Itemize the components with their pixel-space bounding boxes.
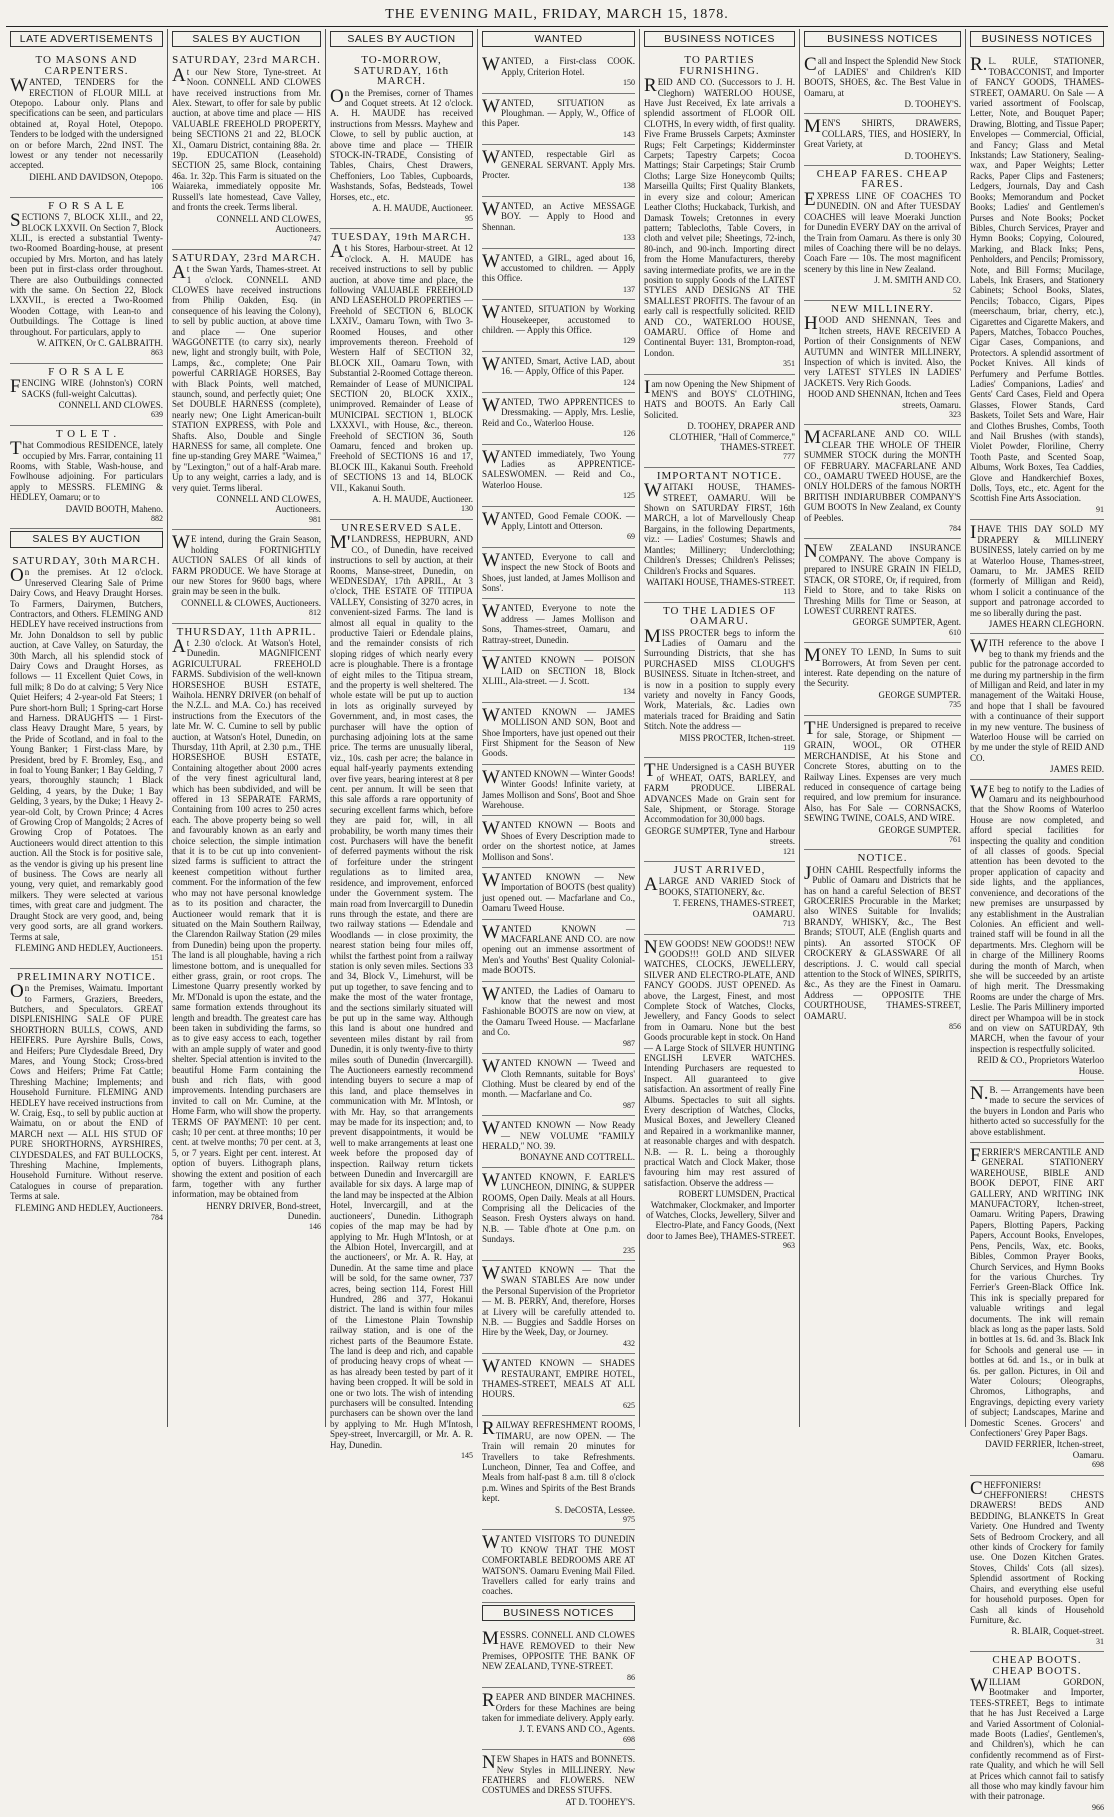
column-7-ad (970, 1143, 1104, 1476)
ad-signature: DIEHL AND DAVIDSON, Otepopo. (29, 171, 163, 182)
ad-number: 761 (949, 835, 961, 845)
ad-signature: CONNELL AND CLOWES, Auctioneers. (216, 213, 321, 234)
ad-body: REID AND CO. (Successors to J. H. Cleghorn) WATERLOO HOUSE, Have Just Received, Ex late arrivals a splendid assortment of FLOOR OIL CLOTHS, In every width, of first quality. Five Frame Brussels Carpets; Axminster Rugs; Felt Carpetings; Kidderminster Carpets; Tapestry Carpets; Cocoa Mattings; Stair Carpetings; Stair Crumb Cloths; Large Size Honeycomb Quilts; Marseilla Quilts; First Quality Blankets, in every size and colour; American Leather Cloths; Huckaback, Turkish, and Damask Towels; Cretonnes in every pattern; Tablecloths, Table Covers, in cloth and velvet pile; Sheetings, 72-inch, 80-inch, and 90-inch. Importing direct from the Home Manufacturers, thereby saving intermediate profits, we are in the position to supply Goods of the LATEST STYLES AND DESIGNS AT THE SMALLEST PROFITS. The favour of an early call is respectfully solicited. REID AND CO., WATERLOO HOUSE, OAMARU. Office of Home and Continental Buyer: 131, Brompton-road, London. (644, 75, 795, 358)
ad-body: THE Undersigned is prepared to receive for sale, Storage, or Shipment — GRAIN, WOOL, OR OTHER MERCHANDISE, At his Stone and Concrete Stores, abutting on to the Railway Lines. Expenses are very much reduced in consequence of cartage being required, and low premium for insurance. Also, has For Sale — CORNSACKS, SEWING TWINE, COALS, AND WIRE. (804, 717, 961, 824)
ad-title: T O L E T . (55, 427, 118, 440)
column-7-ad (970, 634, 1104, 779)
column-1 (6, 29, 168, 1427)
column-4 (478, 29, 640, 1807)
column-6-ad (804, 52, 961, 114)
ad-title: TO-MORROW, SATURDAY, 16th MARCH. (353, 54, 450, 88)
ad-body: WANTED KNOWN — Boots and Shoes of Every Description made to order on the shortest notice, at James Mollison and Sons'. (482, 818, 635, 862)
ad-number: 625 (623, 1400, 635, 1410)
ad-title: SATURDAY, 30th MARCH. (12, 554, 161, 567)
ad-body: WANTED KNOWN — JAMES MOLLISON AND SON, Boot and Shoe Importers, have just opened out their First Shipment for the Season of New Goods. (482, 704, 635, 759)
ad-body: WANTED KNOWN — POISON LAID on SECTION 18, Block XLIII., Ala-street. — J. Scott. (482, 653, 635, 686)
ad-number: 137 (623, 284, 635, 294)
ad-title: TO THE LADIES OF OAMARU. (662, 604, 777, 628)
column-7-ad (970, 780, 1104, 1081)
ad-title: TUESDAY, 19th MARCH. (331, 230, 472, 243)
column-4-b-ad (482, 1750, 635, 1811)
ad-number: 812 (309, 608, 321, 618)
column-6-ad (804, 301, 961, 425)
ad-body: At the Swan Yards, Thames-street. At 1 o'clock. CONNELL AND CLOWES have received instructions from Philip Oakden, Esq. (in consequence of his leaving the Colony), to sell by public auction, at above time and place — One superior WAGGONETTE (to carry six), nearly new, light and strongly built, with Pole, Lamps, &c., complete; One Pair powerful CARRIAGE HORSES, Bay with Black Points, well matched, staunch, sound, and perfectly quiet; One Set DOUBLE HARNESS (complete), nearly new; One Light American-built STATION EXPRESS, with Pole and Shafts. Also, Double and Single HARNESS for same, all complete. One fine up-standing Grey MARE "Waimea," by "Lexington," out of a half-Arab mare. Up to any weight, carries a lady, and is very quiet. Terms liberal. (172, 262, 321, 493)
ad-number: 69 (627, 532, 635, 542)
column-2-ad (172, 530, 321, 623)
ad-body: WANTED, SITUATION as Ploughman. — Apply, W., Office of this Paper. (482, 95, 635, 129)
ad-body: WANTED, TENDERS for the ERECTION of FLOUR MILL at Otepopo. Labour only. Plans and specifications can be seen, and particulars obtained at, Royal Hotel, Otepopo. Tenders to be lodged with the undersigned on or before March, 22nd INST. The lowest or any tender not necessarily accepted. (10, 75, 163, 171)
ad-body: WANTED KNOWN — SHADES RESTAURANT, EMPIRE HOTEL, THAMES-STREET, MEALS AT ALL HOURS. (482, 1356, 635, 1400)
column-4-ad (482, 197, 635, 249)
column-4-ad (482, 94, 635, 146)
section-header: LATE ADVERTISEMENTS (10, 31, 163, 47)
ad-title: SATURDAY, 23rd MARCH. (172, 54, 321, 67)
ad-signature: GEORGE SUMPTER, Agent. (852, 617, 961, 628)
column-2-ad (172, 624, 321, 1237)
ad-body: WANTED immediately, Two Young Ladies as APPRENTICE-SALESWOMEN. — Reid and Co., Waterloo House. (482, 446, 635, 490)
ad-number: 86 (627, 1672, 635, 1682)
ad-body: FENCING WIRE (Johnston's) CORN SACKS (full-weight Calcuttas). (10, 376, 163, 399)
column-4-ad (482, 1354, 635, 1416)
column-4-b-ad (482, 1688, 635, 1750)
ad-body: SECTIONS 7, BLOCK XLII., and 22, BLOCK LXXVII. On Section 7, Block XLII., is erected a substantial Twenty-two-Roomed Boarding-house, at present occupied by Mrs. Morton, and has lately been put in first-class order throughout. There are also Outbuildings connected with the same. On Section 22, Block LXXVII., is erected a Two-Roomed Wooden Cottage, with Lean-to and Outbuildings. The Cottage is lined throughout. For particulars, apply to (10, 210, 163, 337)
section-header: WANTED (482, 31, 635, 47)
ad-number: 146 (309, 1221, 321, 1231)
column-1-ad (10, 198, 163, 364)
ad-signature: W. AITKEN, Or C. GALBRAITH. (36, 337, 163, 348)
ad-signature: D. TOOHEY, DRAPER AND CLOTHIER, "Hall of Commerce," THAMES-STREET. (669, 421, 795, 453)
ad-number: 963 (783, 1241, 795, 1251)
column-4-ad (482, 1416, 635, 1530)
ad-number: 777 (783, 452, 795, 462)
ad-body: WANTED, a First-class COOK. Apply, Criterion Hotel. (482, 54, 635, 77)
ad-title: NEW MILLINERY. (831, 302, 934, 315)
column-7-ad (970, 1081, 1104, 1143)
ad-body: At our New Store, Tyne-street. At Noon. CONNELL AND CLOWES have received instructions from Mr. Alex. Stewart, to offer for sale by public auction, at above time and place — HIS VALUABLE FREEHOLD PROPERTY, being SECTIONS 21 and 22, BLOCK XI., Oamaru District, containing 88a. 2r. 19p. EDUCATION (Leasehold) SECTION 25, same Block, containing 46a. 1r. 32p. This Farm is situated on the Waiareka, immediately opposite Mr. Russell's late homestead, Cave Valley, and fronts the creek. Terms liberal. (172, 64, 321, 213)
column-7-ad (970, 52, 1104, 520)
ad-number: 150 (623, 78, 635, 88)
ad-number: 138 (623, 181, 635, 191)
ad-number: 52 (953, 285, 961, 295)
ad-number: 639 (151, 410, 163, 420)
column-4-ad (482, 765, 635, 817)
ad-body: WANTED, Everyone to note the address — James Mollison and Sons, Thames-street, Oamaru, and Rattray-street, Dunedin. (482, 601, 635, 645)
column-5-ad (644, 603, 795, 759)
column-1-ad (10, 426, 163, 530)
column-5-ad (644, 52, 795, 374)
ad-body: MONEY TO LEND, In Sums to suit Borrowers, At from Seven per cent. interest. Rate depending on the nature of the Security. (804, 645, 961, 689)
ad-number: 121 (783, 846, 795, 856)
column-4-ad (482, 445, 635, 507)
ad-body: MEN'S SHIRTS, DRAWERS, COLLARS, TIES, and HOSIERY, In Great Variety, at (804, 116, 961, 150)
ad-signature: R. BLAIR, Coquet-street. (1011, 1626, 1104, 1637)
ad-number: 95 (465, 213, 473, 223)
column-7 (966, 29, 1108, 1812)
ad-signature: CONNELL & CLOWES, Auctioneers. (181, 597, 321, 608)
section-header: SALES BY AUCTION (172, 31, 321, 47)
ad-body: NEW ZEALAND INSURANCE COMPANY. The above Company is prepared to INSURE GRAIN IN FIELD, STACK, OR STORE, Or, if required, from Field to Store, and to take Risks on Threshing Mills for Time or Season, at LOWEST CURRENT RATES. (804, 541, 961, 616)
ad-body: REAPER AND BINDER MACHINES. Orders for these Machines are being taken for immediate delivery. Apply early. (482, 1690, 635, 1724)
ad-signature: GEORGE SUMPTER, Tyne and Harbour streets. (645, 825, 795, 847)
ad-number: 31 (1096, 1636, 1104, 1646)
column-4-ad (482, 1530, 635, 1602)
ad-number: 351 (783, 359, 795, 369)
ad-body: WANTED, a GIRL, aged about 16, accustomed to children. — Apply this Office. (482, 250, 635, 284)
column-5-ad (644, 862, 795, 934)
ad-number: 129 (623, 336, 635, 346)
ad-number: 145 (461, 1451, 473, 1461)
ad-body: WANTED VISITORS TO DUNEDIN TO KNOW THAT THE MOST COMFORTABLE BEDROOMS ARE AT WATSON'S. Oamaru Evening Mail Filed. Travellers called for early trains and coaches. (482, 1532, 635, 1597)
ad-title: NOTICE. (857, 852, 908, 865)
ad-signature: JAMES HEARN CLEGHORN. (988, 618, 1104, 629)
ad-signature: J. T. EVANS AND CO., Agents. (518, 1724, 635, 1735)
ad-signature: S. DeCOSTA, Lessee. (554, 1504, 635, 1515)
ad-body: WANTED, respectable Girl as GENERAL SERVANT. Apply Mrs. Procter. (482, 147, 635, 181)
ad-number: 987 (623, 1100, 635, 1110)
column-6 (800, 29, 966, 1427)
ad-title: PRELIMINARY NOTICE. (17, 970, 156, 983)
ad-title: SATURDAY, 23rd MARCH. (172, 251, 321, 264)
ad-body: WANTED, an Active MESSAGE BOY. — Apply to Hood and Shennan. (482, 198, 635, 232)
column-4-ad (482, 1054, 635, 1116)
ad-number: 151 (151, 953, 163, 963)
column-4-ad (482, 352, 635, 393)
column-4-ad (482, 52, 635, 93)
ad-number: 91 (1096, 504, 1104, 514)
ad-number: 987 (623, 1038, 635, 1048)
ad-body: WANTED KNOWN — New Importation of BOOTS (best quality) just opened out. — Macfarlane and Co., Oamaru Tweed House. (482, 870, 635, 914)
ad-signature: HENRY DRIVER, Bond-street, Dunedin. (206, 1200, 321, 1222)
column-5 (640, 29, 800, 1427)
ad-number: 863 (151, 348, 163, 358)
ad-body: At his Stores, Harbour-street. At 12 o'clock. A. H. MAUDE has received instructions to sell by public auction, at above time and place, the following VALUABLE FREEHOLD AND LEASEHOLD PROPERTIES — Freehold of SECTION 6, BLOCK LXXIV., Oamaru Town, with Two 3-Roomed Houses, and other improvements thereon. Freehold of Western Half of SECTION 32, BLOCK XII., Oamaru Town, with Substantial 2-Roomed Cottage thereon. Remainder of Lease of MUNICIPAL SECTION 20, BLOCK XXIX., unimproved. Remainder of Lease of MUNICIPAL SECTION 1, BLOCK LXXXVI., with House, &c., thereon. Freehold of SECTION 36, South Oamaru, fenced and broken up. Freehold of SECTIONS 16 and 17, BLOCK III., Kakanui South. Freehold of SECTIONS 13 and 14, BLOCK VII., Kakanui South. (330, 241, 473, 493)
ad-title: CHEAP BOOTS. CHEAP BOOTS. (992, 1654, 1082, 1677)
ad-body: On the Premises, corner of Thames and Coquet streets. At 12 o'clock. A. H. MAUDE has received instructions from Messrs. Mayhew and Clowe, to sell by public auction, at above time and place — THEIR STOCK-IN-TRADE, Consisting of Tables, Chairs, Chest Drawers, Cheffoniers, Loo Tables, Cupboards, Washstands, Sofas, Bedsteads, Towel Horses, etc., etc. (330, 85, 473, 202)
ad-signature: WAITAKI HOUSE, THAMES-STREET. (646, 576, 795, 587)
column-4-ad (482, 982, 635, 1054)
masthead (6, 4, 1108, 27)
ad-body: WANTED KNOWN, F. EARLE'S LUNCHEON, DINING, & SUPPER ROOMS, Open Daily. Meals at all Hours. Comprising all the Delicacies of the Season. Fresh Oysters always on hand. N.B. — Table d'hote at One p.m. on Sundays. (482, 1169, 635, 1245)
ad-body: THE Undersigned is a CASH BUYER of WHEAT, OATS, BARLEY, and FARM PRODUCE. LIBERAL ADVANCES Made on Grain sent for Sale, Shipment, or Storage. Storage Accommodation for 30,000 bags. (644, 760, 795, 825)
ad-number: 784 (949, 524, 961, 534)
ad-body: NEW Shapes in HATS and BONNETS. New Styles in MILLINERY. New FEATHERS and FLOWERS. NEW COSTUMES and DRESS STUFFS. (482, 1752, 635, 1796)
section-header: BUSINESS NOTICES (970, 31, 1104, 47)
ad-body: HOOD AND SHENNAN, Tees and Itchen streets, HAVE RECEIVED A Portion of their Consignments of NEW AUTUMN and WINTER MILLINERY, Inspection of which is invited. Also, the very LATEST STYLES IN LADIES' JACKETS. Very Rich Goods. (804, 313, 961, 388)
ad-body: Call and Inspect the Splendid New Stock of LADIES' and Children's KID BOOTS, SHOES, &c. The Best Value in Oamaru, at (804, 54, 961, 98)
ad-body: On the Premises, Waimatu. Important to Farmers, Graziers, Breeders, Butchers, and Speculators. GREAT DISPLENISHING SALE OF PURE SHORTHORN BULLS, COWS, AND HEIFERS. Pure Ayrshire Bulls, Cows, and Heifers; Pure Clydesdale Breed, Dry Mares, and Young Stock; Cross-bred Cows and Heifers; Prime Fat Cattle; Threshing Machine; Implements; and Household Furniture. FLEMING AND HEDLEY have received instructions from W. Craig, Esq., to sell by public auction at Waimatu, on or about the END of MARCH next — ALL HIS STUD OF PURE SHORTHORNS, AYRSHIRES, CLYDESDALES, and FAT BULLOCKS, Threshing Machine, Implements, Household Furniture. Without reserve. Catalogues in course of preparation. Terms at sale. (10, 981, 163, 1202)
column-4-ad (482, 393, 635, 445)
ad-body: Iam now Opening the New Shipment of MEN'S and BOYS' CLOTHING, HATS and BOOTS. An Early Call Solicited. (644, 376, 795, 420)
ad-signature: HOOD AND SHENNAN, Itchen and Tees streets, Oamaru. (807, 389, 961, 410)
ad-title: UNRESERVED SALE. (341, 521, 462, 534)
ad-number: 981 (309, 514, 321, 524)
ad-body: MESSRS. CONNELL AND CLOWES HAVE REMOVED to their New Premises, OPPOSITE THE BANK OF NEW ZEALAND, TYNE-STREET. (482, 1628, 635, 1672)
ad-signature: CONNELL AND CLOWES. (58, 400, 163, 410)
section-header: BUSINESS NOTICES (804, 31, 961, 47)
column-3-ad (330, 520, 473, 1466)
section-header: BUSINESS NOTICES (482, 1605, 635, 1621)
column-4-ad (482, 703, 635, 765)
ad-signature: JAMES REID. (1049, 764, 1104, 775)
ad-number: 856 (949, 1021, 961, 1031)
ad-body: That Commodious RESIDENCE, lately occupied by Mrs. Farrar, containing 11 Rooms, with Stable, Wash-house, and Fowlhouse adjoining. For particulars apply to MESSRS. FLEMING & HEDLEY, Oamaru; or to (10, 438, 163, 503)
ad-body: RAILWAY REFRESHMENT ROOMS, TIMARU, are now OPEN. — The Train will remain 20 minutes for Travellers to take Refreshments. Luncheon, Dinner, Tea and Coffee, and Meals from half-past 8 a.m. till 8 o'clock p.m. Wines and Spirits of the Best Brands kept. (482, 1418, 635, 1504)
column-4-ad (482, 599, 635, 651)
column-6-ad (804, 850, 961, 1036)
ad-title: JUST ARRIVED, (673, 864, 766, 877)
section-header: SALES BY AUCTION (10, 531, 163, 547)
column-7-ad (970, 520, 1104, 634)
column-2-ad (172, 250, 321, 531)
ad-body: M'LANDRESS, HEPBURN, AND CO., of Dunedin, have received instructions to sell by auction, at their Rooms, Manse-street, Dunedin, on WEDNESDAY, 17th APRIL, At 3 o'clock, THE ESTATE OF TITIPUA VALLEY, Consisting of 3270 acres, in convenient-sized Farms. The land is almost all equal in quality to the productive Taieri or Edendale plains, and the remainder consists of rich sloping ridges of which nearly every acre is ploughable. There is a frontage of eight miles to the Titipua stream, and the property is well sheltered. The whole estate will be put up to auction in lots as originally surveyed by Government, and, in most cases, the purchaser will have the option of purchasing adjoining lots at the same price. The terms are unusually liberal, viz., 10s. cash per acre; the balance in equal half-yearly payments extending over five years, bearing interest at 8 per cent. per annum. It will be seen that this sale affords a rare opportunity of securing excellent farms which, before they are paid for, will, in all probability, be worth many times their cost. Purchasers will have the benefit of deferred payments without the risk of forfeiture under the stringent regulations as to limited area, residence, and improvement, enforced under the Government system. The main road from Invercargill to Dunedin runs through the estate, and there are two railway stations — Edendale and Woodlands — in close proximity, the nearest station being four miles off, whilst the farthest point from a railway station is only seven miles. Sections 33 and 34, Block V., Limehurst, will be put up together, to save fencing and to make the most of the water frontage, and the sections similarly situated will be put up in the same way. Although this land is about one hundred and seventeen miles distant by rail from Dunedin, it is only twenty-five to thirty miles south of Dunedin (Invercargill). The Auctioneers earnestly recommend intending buyers to secure a map of this land, and place themselves in communication with Mr. M'Intosh, or with Mr. Hay, so that arrangements may be made for its inspection; and, to prevent disappointments, it would be well to make arrangements at least one week before the proposed day of inspection. Railway return tickets between Dunedin and Invercargill are available for six days. A large map of the land may be inspected at the Albion Hotel, Invercargill, and at the auctioneers', Dunedin. Lithograph copies of the map may be had by applying to Mr. Hugh M'Intosh, or at the Albion Hotel, Invercargill, and at the auctioneers', or Mr. A. R. Hay, at Dunedin. At the same time and place will be sold, for the same owner, 737 acres, being section 114, Forest Hill Hundred, 286 and 377, Hokanui district. The land is within four miles of the Limestone Plain Township railway station, and is one of the richest parts of the Beaumore Estate. The land is deep and rich, and capable of producing heavy crops of wheat — as has already been tested by part of it having been cropped. It will be sold in one or two lots. The wish of intending purchasers will be consulted. Intending purchasers can be shown over the land by applying to Mr. Hugh M'Intosh, Spey-street, Invercargill, or Mr. A. R. Hay, Dunedin. (330, 532, 473, 1450)
column-6-ad (804, 539, 961, 643)
ad-signature: REID & CO., Proprietors Waterloo House. (977, 1055, 1104, 1076)
ad-body: IHAVE THIS DAY SOLD MY DRAPERY & MILLINERY BUSINESS, lately carried on by me at Waterloo House, Thames-street, Oamaru, to Mr. JAMES REID (formerly of Milligan and Reid), whom I solicit a continuance of the support and patronage accorded to me so liberally during the past. (970, 522, 1104, 618)
ad-body: EXPRESS LINE OF COACHES TO DUNEDIN. ON and After TUESDAY COACHES will leave Moeraki Junction for Dunedin EVERY DAY on the arrival of the Train from Oamaru. As there is only 30 miles of Coaching there will be no delays. Coach Fare — 10s. The most magnificent scenery by this line in New Zealand. (804, 188, 961, 274)
column-4-ad (482, 507, 635, 548)
ad-title: TO PARTIES FURNISHING. (679, 54, 760, 77)
column-4-ad (482, 868, 635, 920)
ad-signature: ROBERT LUMSDEN, Practical Watchmaker, Clockmaker, and Importer of Watches, Clocks, Jewellery, Silver and Electro-Plate, and Fancy Goods, (Next door to James Bee), THAMES-STREET. (646, 1189, 795, 1241)
ad-body: N.B. — Arrangements have been made to secure the services of the buyers in London and Paris who hitherto acted so successfully for the above establishment. (970, 1083, 1104, 1137)
ad-signature: GEORGE SUMPTER. (878, 824, 961, 835)
ad-number: 323 (949, 410, 961, 419)
ad-body: WANTED, TWO APPRENTICES to Dressmaking. — Apply, Mrs. Leslie, Reid and Co., Waterloo House. (482, 394, 635, 428)
ad-body: At 2.30 o'clock. At Watson's Hotel, Dunedin. MAGNIFICENT AGRICULTURAL FREEHOLD FARMS. Subdivision of the well-known HORSESHOE BUSH ESTATE, Waihola. HENRY DRIVER (on behalf of the N.Z.L. and M.A. Co.) has received instructions from the Executors of the late Mr. W. C. Cumine to sell by public auction, at Watson's Hotel, Dunedin, on Thursday, 11th April, at 2.30 p.m., THE HORSESHOE BUSH ESTATE, Containing altogether about 2000 acres of the very finest agricultural land, which has been subdivided, and will be offered in 13 SEPARATE FARMS, Containing from 100 acres to 250 acres each. The above property being so well and favourably known as an early and choice selection, the simple intimation that it is to be cut up into convenient-sized farms is sufficient to attract the keenest competition without further comment. For the information of the few who may not have personal knowledge as to its position and character, the Auctioneer would remark that it is situated on the Main Southern Railway, the Clarendon Railway Station (29 miles from Dunedin) being upon the property. The land is all ploughable, having a rich limestone bottom, and is unequalled for either grass, grain, or root crops. The Limestone Quarry presently worked by Mr. M'Donald is upon the estate, and the same formation extends throughout its length and breadth. The greatest care has been taken in subdividing the farms, so as to give easy access to each, together with an ample supply of water and good shelter. Special attention is invited to the beautiful Home Farm containing the bush and rich flats, with good improvements. Intending purchasers are invited to call on Mr. Cumine, at the Home Farm, who will show the property. TERMS OF PAYMENT: 10 per cent. cash; 10 per cent. at three months; 10 per cent. at twelve months; 70 per cent. at 3, 5, or 7 years. Eight per cent. interest. At option of buyers. Lithograph plans, showing the extent and position of each farm, together with any further information, may be obtained from (172, 635, 321, 1200)
column-5-ad (644, 935, 795, 1256)
ad-signature: T. FERENS, THAMES-STREET, OAMARU. (673, 898, 795, 919)
ad-signature: CONNELL AND CLOWES, Auctioneers. (216, 494, 321, 515)
column-4-ad (482, 651, 635, 703)
ad-body: WE beg to notify to the Ladies of Oamaru and its neighbourhood that the Show Rooms of Waterloo House are now completed, and afford special facilities for inspecting the quality and condition of all classes of goods. Special attention has been devoted to the proper application of capacity and side lights, and the appliances, convenience, and decorations of the new premises are unsurpassed by any establishment in the Australian Colonies. An efficient and well-trained staff will be found in all the departments. Mrs. Cleghorn will be in charge of the Millinery Rooms during the month of March, when she will be succeeded by an artiste of high merit. The Dressmaking Rooms are under the charge of Mrs. Leslie. The Paris Millinery imported direct per Whampoa will be in stock and on view on SATURDAY, 9th MARCH, when the favour of your inspection is respectfully solicited. (970, 781, 1104, 1054)
ad-title: IMPORTANT NOTICE. (656, 469, 783, 482)
ad-number: 735 (949, 700, 961, 710)
ad-number: 143 (623, 129, 635, 139)
ad-body: WANTED, SITUATION by Working Housekeeper, accustomed to children. — Apply this Office. (482, 302, 635, 335)
ad-number: 698 (623, 1734, 635, 1744)
ad-body: WANTED KNOWN — Winter Goods! Winter Goods! Infinite variety, at James Mollison and Sons', Boot and Shoe Warehouse. (482, 766, 635, 810)
ad-body: WANTED KNOWN — Now Ready — NEW VOLUME "FAMILY HERALD," NO. 39. (482, 1118, 635, 1151)
column-4-ad (482, 548, 635, 600)
ad-body: WITH reference to the above I beg to thank my friends and the public for the patronage accorded to me during my partnership in the firm of Milligan and Reid, and later in my management of the Waitaki House, and hope that I shall be favoured with a continuance of their support in my new venture. The business of Waterloo House will be carried on by me under the style of REID AND CO. (970, 636, 1104, 763)
column-4-b-ad (482, 1626, 635, 1688)
ad-signature: A. H. MAUDE, Auctioneer. (372, 494, 473, 505)
ad-title: F O R S A L E (48, 365, 125, 378)
column-4-ad (482, 920, 635, 982)
ad-number: 235 (623, 1245, 635, 1255)
column-4-ad (482, 249, 635, 301)
ad-body: MISS PROCTER begs to inform the Ladies of Oamaru and the Surrounding Districts, that she has PURCHASED MISS CLOUGH'S BUSINESS. Situate in Itchen-street, and is now in a position to supply every variety and novelty in Fancy Goods, Work, Materials, &c. Ladies own materials traced for Braiding and Satin Stitch. Note the address — (644, 625, 795, 732)
column-6-ad (804, 716, 961, 851)
column-1-ad (10, 364, 163, 426)
ad-title: CHEAP FARES. CHEAP FARES. (816, 168, 949, 191)
column-3-ad (330, 52, 473, 229)
ad-body: JOHN CAHIL Respectfully informs the Public of Oamaru and Districts that he has on hand a careful Selection of BEST GROCERIES Procurable in the Market; also WINES Suitable for Invalids; BRANDY, WHISKY, &c., The Best Brands; STOUT, ALE (English quarts and pints). An assorted STOCK OF CROCKERY & GLASSWARE Of all descriptions. J. C. would call special attention to the Stock of WINES, SPIRITS, &c., As they are the Finest in Oamaru. Address — OPPOSITE THE COURTHOUSE, THAMES-STREET, OAMARU. (804, 862, 961, 1021)
column-7-ad (970, 1652, 1104, 1817)
column-5-ad (644, 375, 795, 468)
column-5-ad (644, 758, 795, 862)
ad-signature: FLEMING AND HEDLEY, Auctioneers. (14, 1202, 163, 1213)
column-4-ad (482, 300, 635, 352)
ad-title: F O R S A L E (48, 199, 125, 212)
ad-body: WE intend, during the Grain Season, holding FORTNIGHTLY AUCTION SALES Of all kinds of FARM PRODUCE. We have Storage at our new Stores for 9600 bags, where grain may be seen in the bulk. (172, 532, 321, 597)
column-4-ad (482, 1116, 635, 1168)
column-2-ad (172, 52, 321, 249)
column-4-ad (482, 1168, 635, 1261)
ad-number: 698 (1092, 1460, 1104, 1470)
ad-number: 125 (623, 491, 635, 501)
column-6-ad (804, 425, 961, 539)
column-6-ad (804, 114, 961, 166)
ad-number: 133 (623, 233, 635, 243)
ad-body: WILLIAM GORDON, Bootmaker and Importer, TEES-STREET, Begs to intimate that he has Just Received a Large and Varied Assortment of Colonial-made Boots (Ladies', Gentlemen's, and Children's), which he can confidently recommend as of First-rate Quality, and which he will Sell at Prices which cannot fail to satisfy all those who may kindly favour him with their patronage. (970, 1674, 1104, 1802)
ad-signature: D. TOOHEY'S. (904, 150, 961, 161)
ad-signature: D. TOOHEY'S. (904, 99, 961, 110)
column-7-ad (970, 1476, 1104, 1653)
ad-signature: GEORGE SUMPTER. (878, 689, 961, 700)
column-3-ad (330, 229, 473, 520)
ad-number: 134 (623, 687, 635, 697)
ad-body: WANTED, the Ladies of Oamaru to know that the newest and most Fashionable BOOTS are now on view, at the Oamaru Tweed House. — Macfarlane and Co. (482, 983, 635, 1038)
ad-body: MACFARLANE AND CO. WILL CLEAR THE WHOLE OF THEIR SUMMER STOCK during the MONTH OF FEBRUARY. MACFARLANE AND CO., OAMARU TWEED HOUSE, are the ONLY HOLDERS of the famous NORTH BRITISH INDIARUBBER COMPANY'S GUM BOOTS In New Zealand, ex County of Peebles. (804, 427, 961, 523)
ad-number: 747 (309, 234, 321, 244)
column-3 (326, 29, 478, 1461)
column-1-b-ad (10, 553, 163, 969)
ad-number: 882 (151, 514, 163, 524)
ad-body: On the premises. At 12 o'clock. Unreserved Clearing Sale of Prime Dairy Cows, and Heavy Draught Horses. To Farmers, Dairymen, Butchers, Contractors, and Others. FLEMING AND HEDLEY have received instructions from Mr. John Donaldson to sell by public auction, at Cave Valley, on Saturday, the 30th March, all his splendid stock of Dairy Cows and Draught Horses, as follows — 11 Excellent Quiet Cows, in full milk; 8 Do do at calving; 5 Very Nice Quiet Heifers; 4 2-year-old Fat Steers; 1 Pure short-horn Bull; 1 Spring-cart Horse and Harness. DRAUGHTS — 1 First-class Heavy Draught Mare, 5 years, by the Pride of Scotland, and in foal to the Young Banker; 1 First-class Mare, by President, bred by F. Bromley, Esq., and in foal to Young Banker; 1 Bay Gelding, 7 years, thoroughly staunch; 1 Black Gelding, 4 years, by the Duke; 1 Bay Gelding, 3 years, by the Duke; 1 Heavy 2-year-old Colt, by Crown Prince; 4 Acres of Growing Crop of Mangolds; 2 Acres of Growing Crop of Potatoes. The Auctioneers would direct attention to this auction. All the Stock is for positive sale, as the vendor is giving up his present line of business. The Cows are nearly all young, very quiet, and remarkably good milkers. They were selected at various times, with great care and judgment. The Draught Stock are very good, and, being very good sorts, are all grand workers. Terms at sale, (10, 565, 163, 942)
ad-number: 126 (623, 429, 635, 439)
column-4-ad (482, 145, 635, 197)
ad-body: WANTED KNOWN — That the SWAN STABLES Are now under the Personal Supervision of the Proprietor — M. B. PERRY, And, therefore, Horses at Livery will be carefully attended to. N.B. — Buggies and Saddle Horses on Hire by the Week, Day, or Journey. (482, 1263, 635, 1338)
ad-body: WANTED KNOWN — Tweed and Cloth Remnants, suitable for Boys' Clothing. Must be cleared by end of the month. — Macfarlane and Co. (482, 1056, 635, 1100)
ad-number: 130 (461, 504, 473, 514)
column-1-b-ad (10, 969, 163, 1228)
ad-body: WANTED KNOWN — MACFARLANE AND CO. are now opening out an immense assortment of Men's and Youths' Best Quality Colonial-made BOOTS. (482, 921, 635, 976)
ad-signature: DAVID BOOTH, Maheno. (65, 503, 163, 514)
ad-body: WAITAKI HOUSE, THAMES-STREET, OAMARU. Will be Shown on SATURDAY FIRST, 16th MARCH, a lot of Marvellously Cheap Bargains, in the following Departments, viz.: — Ladies' Costumes; Shawls and Mantles; Millinery; Underclothing; Children's Dresses; Children's Pelisses; Children's Frocks and Squares. (644, 480, 795, 576)
ad-signature: MISS PROCTER, Itchen-street. (679, 732, 795, 743)
ad-body: NEW GOODS! NEW GOODS!! NEW GOODS!!! GOLD AND SILVER WATCHES, CLOCKS, JEWELLERY, SILVER AND ELECTRO-PLATE, AND FANCY GOODS. JUST OPENED. As above, the Largest, Finest, and most Complete Stock of Watches, Clocks, Jewellery, and Fancy Goods to select from in Oamaru. None but the best Goods procurable kept in stock. On Hand — A Large Stock of SILVER HUNTING ENGLISH LEVER WATCHES. Intending Purchasers are requested to Inspect. All guaranteed to give satisfaction. An assortment of really Fine Albums. Spectacles to suit all sights. Every description of Watches, Clocks, Musical Boxes, and Jewellery Cleaned and Repaired in a workmanlike manner, at reasonable charges and with despatch. N.B. — R. L. being a thoroughly practical Watch and Clock Maker, those favouring him may rest assured of satisfaction. Observe the address — (644, 936, 795, 1188)
ad-number: 784 (151, 1213, 163, 1223)
ad-body: WANTED, Smart, Active LAD, about 16. — Apply, Office of this Paper. (482, 353, 635, 377)
masthead-title: THE EVENING MAIL, FRIDAY, MARCH 15, 1878. (385, 7, 729, 22)
ad-number: 119 (783, 743, 795, 752)
ad-number: 106 (151, 182, 163, 192)
ad-number: 610 (949, 627, 961, 637)
section-header: SALES BY AUCTION (330, 31, 473, 47)
column-2 (168, 29, 326, 1427)
ad-number: 124 (623, 377, 635, 387)
ad-body: WANTED, Good Female COOK. — Apply, Lintott and Otterson. (482, 508, 635, 532)
ad-signature: AT D. TOOHEY'S. (565, 1796, 635, 1807)
ad-body: WANTED, Everyone to call and inspect the new Stock of Boots and Shoes, just landed, at James Mollison and Sons'. (482, 549, 635, 594)
ad-signature: DAVID FERRIER, Itchen-street, Oamaru. (985, 1439, 1104, 1460)
ad-body: ALARGE AND VARIED Stock of BOOKS, STATIONERY, &c. (644, 874, 795, 897)
ad-number: 966 (1092, 1802, 1104, 1812)
column-4-ad (482, 816, 635, 868)
ad-number: 113 (783, 587, 795, 597)
section-header: BUSINESS NOTICES (644, 31, 795, 47)
column-6-ad (804, 643, 961, 715)
ad-title: THURSDAY, 11th APRIL. (176, 625, 317, 638)
ad-number: 432 (623, 1338, 635, 1348)
ad-body: CHEFFONIERS! CHEFFONIERS! CHESTS DRAWERS! BEDS AND BEDDING, BLANKETS In Great Variety. One Hundred and Twenty Sets of Bedroom Crockery, and all other kinds of Crockery for family use. One Dozen Kitchen Grates. Stoves, Childs' Cots (all sizes). Splendid assortment of Rocking Chairs, and everything else useful for household purposes. Open for Cash all kinds of Household Furniture, &c. (970, 1477, 1104, 1625)
column-1-ad (10, 52, 163, 197)
ad-signature: FLEMING AND HEDLEY, Auctioneers. (14, 942, 163, 953)
column-4-ad (482, 1261, 635, 1354)
ad-signature: BONAYNE AND COTTRELL. (520, 1152, 635, 1163)
ad-body: R.L. RULE, STATIONER, TOBACCONIST, and Importer of FANCY GOODS, THAMES-STREET, OAMARU. On Sale — A varied assortment of Foolscap, Letter, Note, and Bouquet Paper; Drawing, Blotting, and Tissue Paper; Envelopes — Commercial, Official, and Fancy; Glass and Metal Inkstands; Law Stationery, Sealing-wax, and Paper Weights; Letter Racks, Paper Clips and Fasteners; Ledgers, Journals, Day and Cash Books; Memorandum and Pocket Books; Ladies' and Gentlemen's Purses and Note Books; Pocket Bibles, Church Services, Prayer and Hymn Books; Copying, Coloured, Marking, and Black Inks; Pens, Penholders, and Pencils; Promissory, Note, and Bill Forms; Mucilage, Labels, Ink Erasers, and Stationery Cabinets; School Books, Slates, Pencils; Tobacco, Cigars, Pipes (meerschaum, briar, cherry, etc.), Cigarettes and Cigarette Makers, and Papers, Matches, Tobacco Pouches, Cigar Cases, Companions, and Protectors. A splendid assortment of Pocket Knives. All kinds of Perfumery and Perfume Bottles. Ladies' Companions, Ladies' and Gents' Card Cases, Field and Opera Glasses, Flower Stands, Card Baskets, Toilet Sets and Ware, Hair and Clothes Brushes, Combs, Tooth and Nail Brushes (with stands), Violet Powder, Floriline, Cherry Tooth Paste, and Scented Soap, Albums, Work Boxes, Tea Caddies, Glove and Handkerchief Boxes, Dolls, Toys, etc., etc. Agent for the Scottish Fine Arts Association. (970, 54, 1104, 504)
ad-body: FERRIER'S MERCANTILE AND GENERAL STATIONERY WAREHOUSE, BIBLE AND BOOK DEPOT, FINE ART GALLERY, AND WRITING INK MANUFACTORY, Itchen-street, Oamaru. Writing Papers, Drawing Papers, Blotting Papers, Packing Papers, Account Books, Envelopes, Pens, Pencils, Wax, etc. Books, Bibles, Common Prayer Books, Church Services, and Hymn Books for the various Churches. Try Ferrier's Green-Black Office Ink. This ink is specially prepared for valuable writings and legal documents. The ink will remain black as long as the paper lasts. Sold in bottles at 1s. 6d. and 3s. Black Ink for Schools and general use — in bottles at 6d. and 1s., or in bulk at 6s. per gallon. Pictures, in Oil and Water Colours; Oleographs, Chromos, Lithographs, and Engravings, depicting every variety of subject; Landscapes, Marine and Domestic Scenes. Grocers' and Confectioners' Grey Paper Bags. (970, 1145, 1104, 1438)
ad-signature: J. M. SMITH AND CO. (874, 275, 961, 286)
ad-number: 975 (623, 1514, 635, 1524)
column-5-ad (644, 468, 795, 603)
ad-signature: A. H. MAUDE, Auctioneer. (372, 203, 473, 214)
ad-number: 713 (783, 919, 795, 929)
columns (6, 29, 1108, 1812)
column-6-ad (804, 166, 961, 301)
ad-title: TO MASONS AND CARPENTERS. (35, 54, 138, 77)
